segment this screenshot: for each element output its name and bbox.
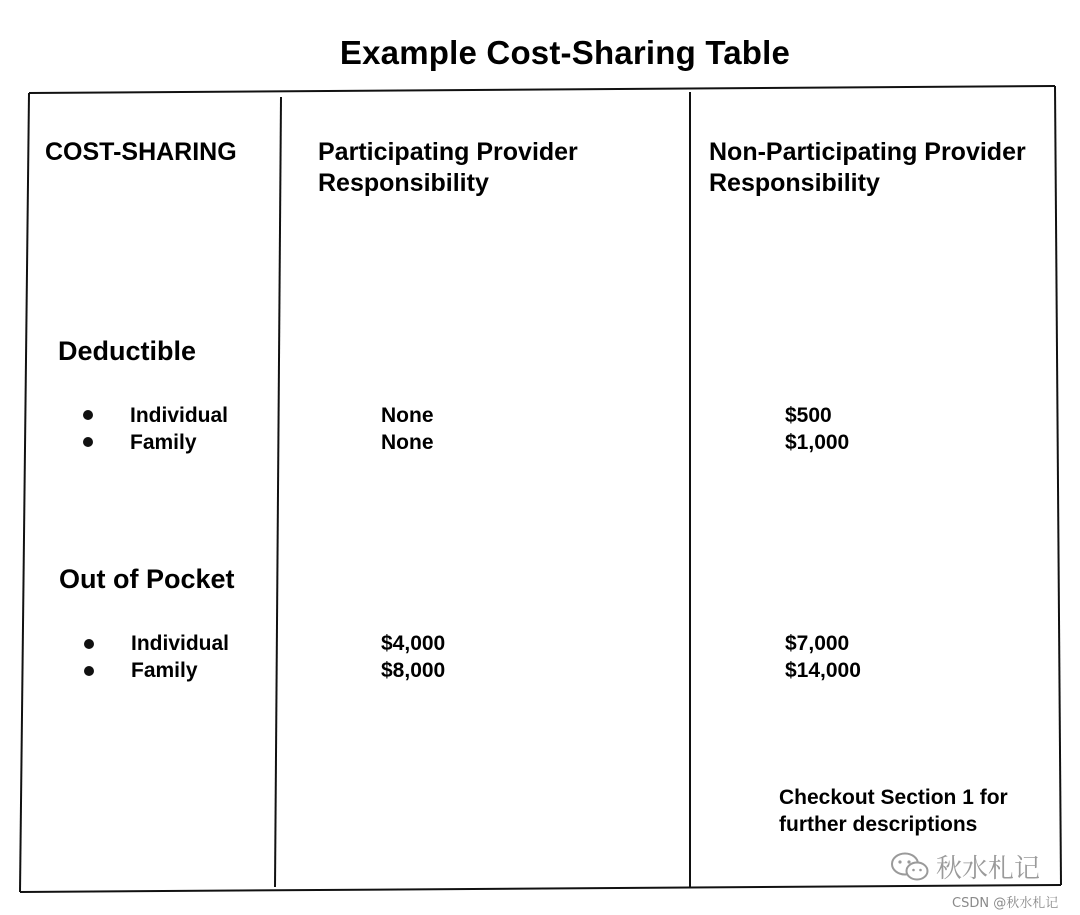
cell-deductible-family-non-participating: $1,000 [785,431,850,454]
watermark-text: 秋水札记 [936,854,1041,884]
header-non-participating-line1: Non-Participating Provider [709,138,1026,166]
watermark [890,848,1040,885]
row-label-oop-individual: Individual [131,632,230,655]
header-participating [318,137,578,199]
row-label-deductible-family: Family [130,431,197,454]
cell-deductible-individual-non-participating: $500 [785,404,832,427]
cell-oop-individual-participating: $4,000 [381,632,446,655]
cell-deductible-family-participating: None [381,431,434,454]
cell-oop-family-non-participating: $14,000 [785,659,861,682]
page-title: Example Cost-Sharing Table [339,34,791,71]
table-border-right [1055,86,1061,885]
cell-deductible-individual-participating: None [381,404,434,427]
bullet-icon [84,666,94,676]
section-label-deductible: Deductible [58,336,197,366]
cell-oop-individual-non-participating: $7,000 [785,632,850,655]
table-border-left [20,93,29,892]
column-divider-1 [275,97,281,887]
watermark-credit: CSDN @秋水札记 [952,896,1059,911]
footnote: Checkout Section 1 for further descriptions [779,786,1008,836]
cell-oop-family-participating: $8,000 [381,659,446,682]
bullet-icon [83,410,93,420]
header-non-participating [709,137,1026,199]
wechat-icon [890,851,930,883]
table-border-bottom [20,885,1061,892]
header-non-participating-line2: Responsibility [709,169,880,197]
section-label-out-of-pocket: Out of Pocket [59,564,235,594]
header-participating-line1: Participating Provider [318,138,578,166]
row-label-oop-family: Family [131,659,198,682]
bullet-icon [83,437,93,447]
table-border-top [29,86,1055,93]
header-participating-line2: Responsibility [318,169,489,197]
row-label-deductible-individual: Individual [130,404,229,427]
header-cost-sharing: COST-SHARING [45,138,237,166]
bullet-icon [84,639,94,649]
